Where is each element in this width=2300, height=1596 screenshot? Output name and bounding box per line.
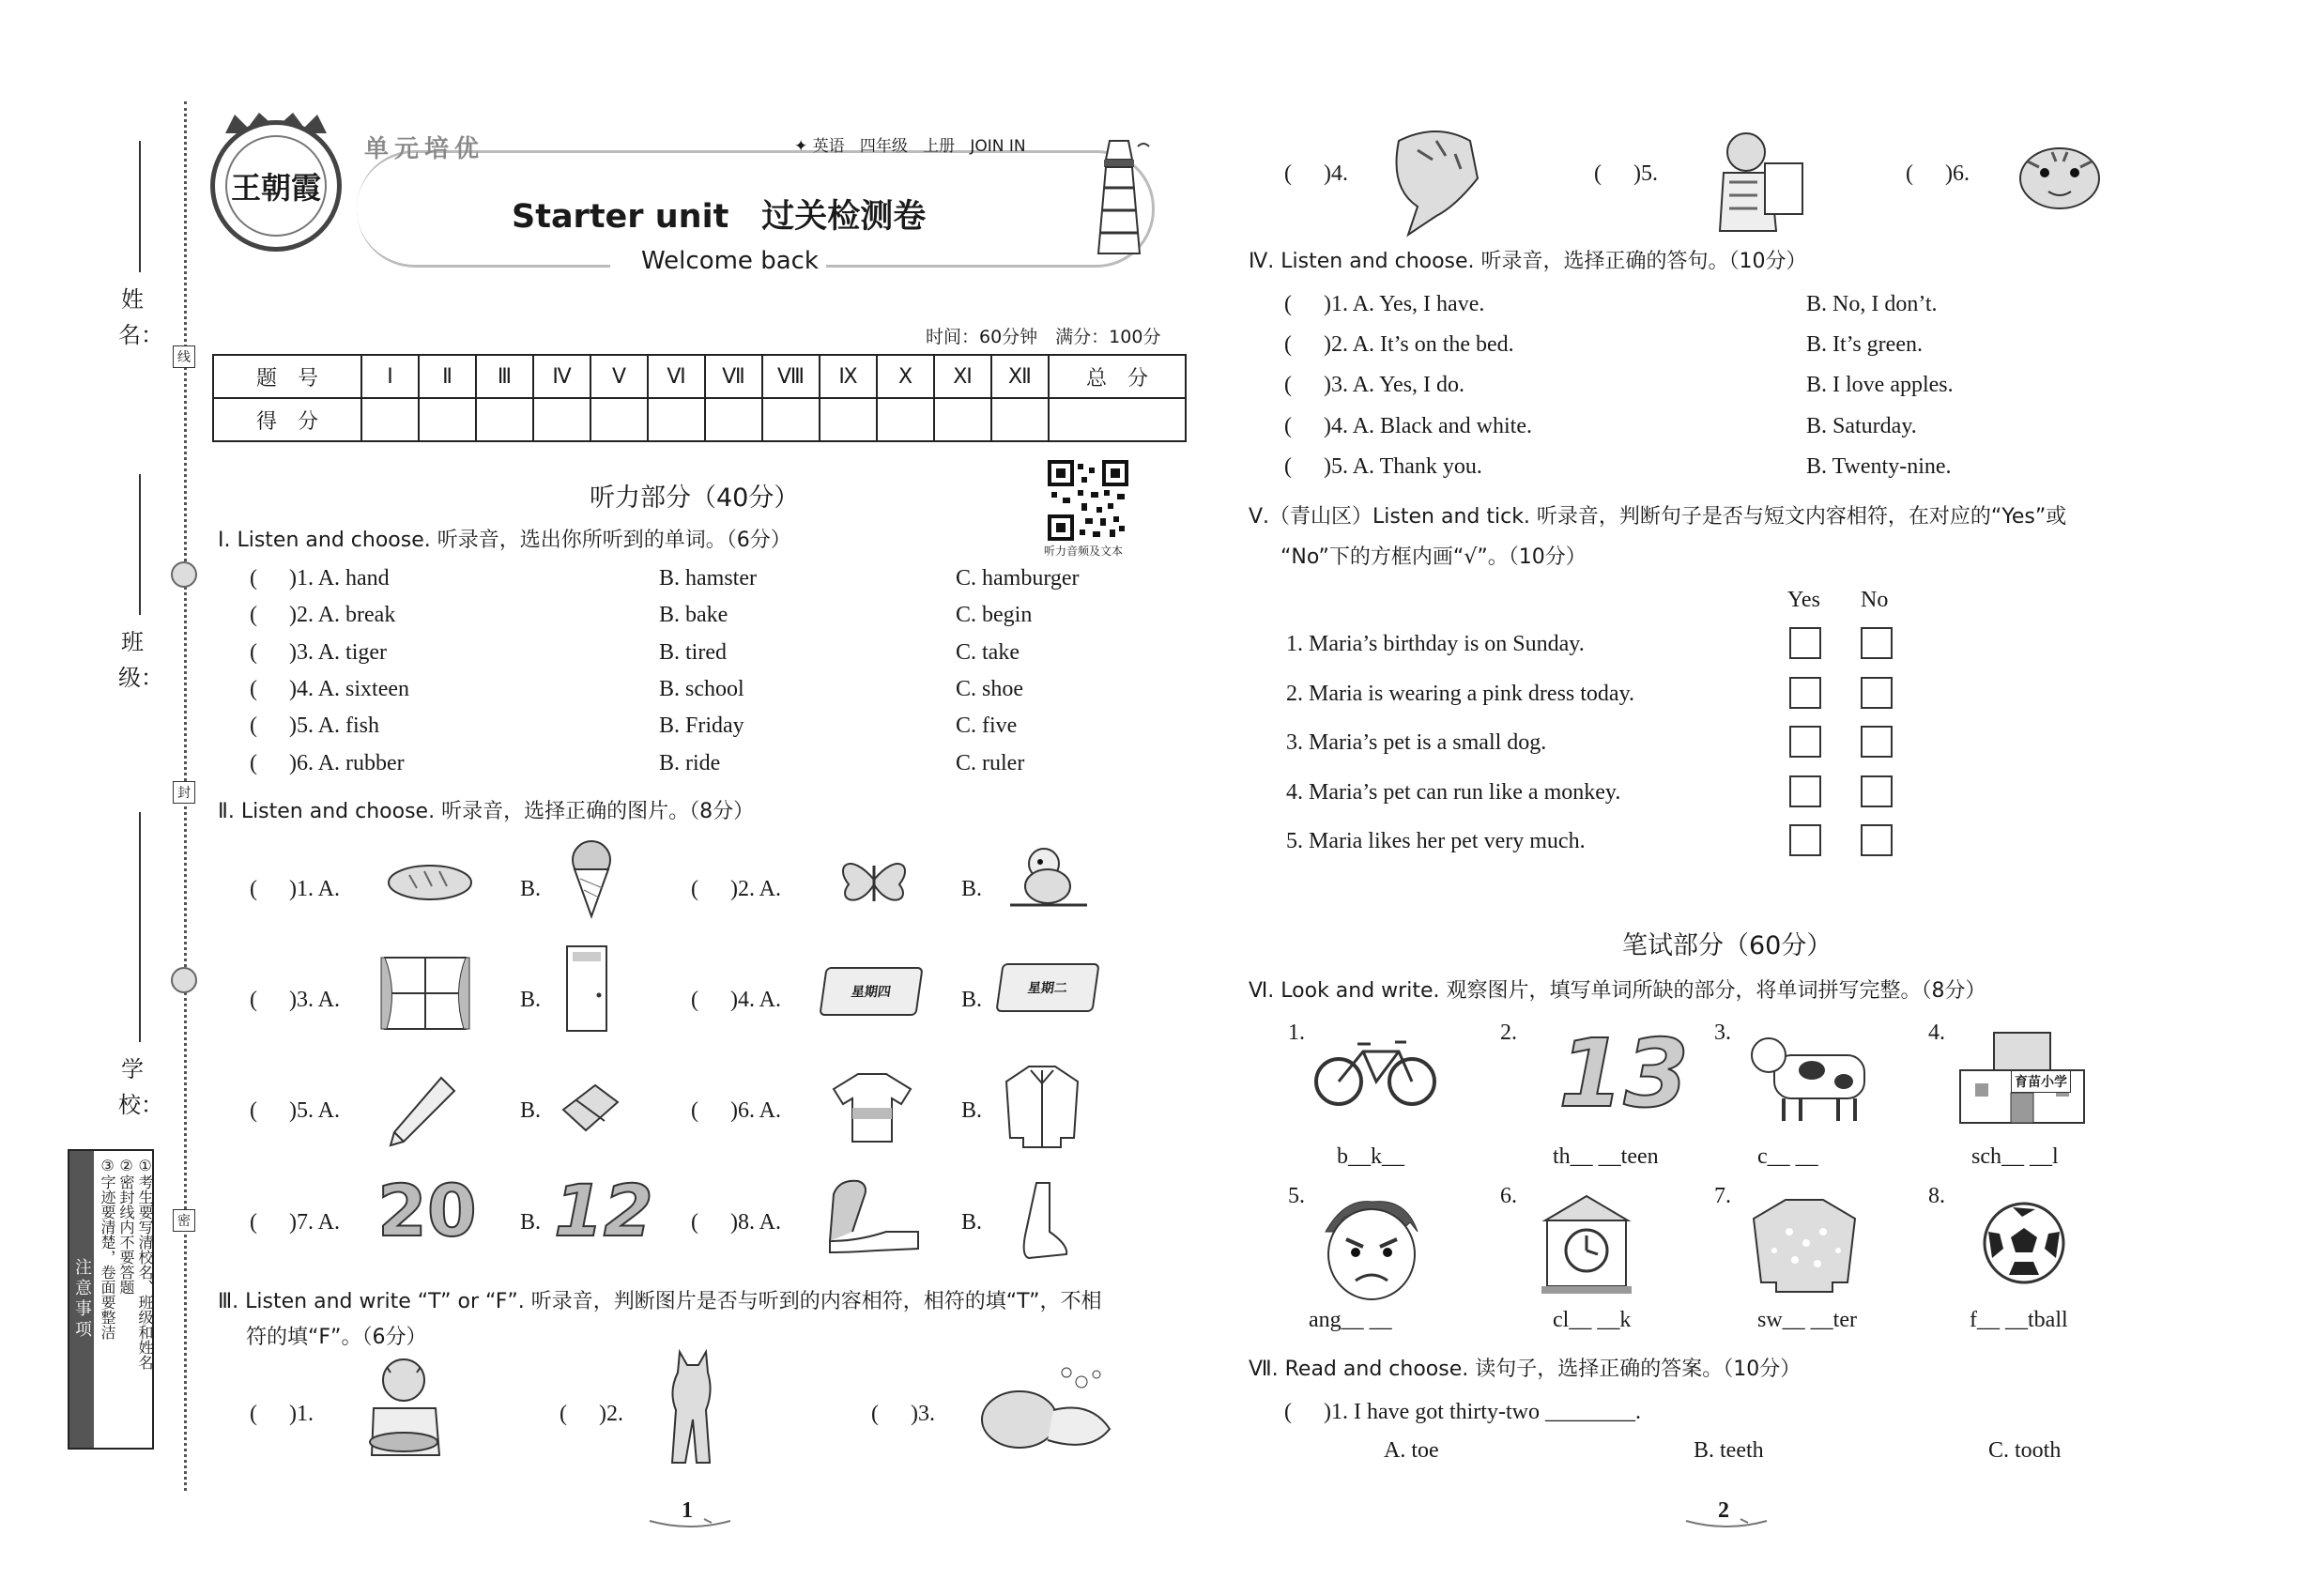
q5-yes-checkbox[interactable] (1789, 824, 1821, 856)
score-col-header: Ⅲ (476, 355, 533, 398)
qr-caption: 听力音频及文本 (1044, 545, 1124, 558)
q1-item-6: ( )6. A. rubber (250, 751, 405, 775)
q5-statement-5: 5. Maria likes her pet very much. (1286, 829, 1586, 853)
page-ornament-left (648, 1517, 732, 1530)
paper-subtitle: Welcome back (641, 247, 819, 275)
q1-option-b: B. bake (659, 603, 728, 627)
angry-face-icon (1316, 1194, 1427, 1305)
sweater-icon (1748, 1194, 1861, 1297)
writing-title: 笔试部分（60分） (1622, 931, 1832, 960)
time-score: 时间：60分钟 满分：100分 (926, 327, 1161, 347)
number-twenty-icon: 20 (377, 1169, 477, 1252)
score-col-header: Ⅷ (762, 355, 820, 398)
q1-option-c: C. begin (956, 603, 1033, 627)
note-item: ①考生要写清校名、班级和姓名 (136, 1157, 154, 1370)
q5-heading-line2: “No”下的方框内画“√”。（10分） (1280, 545, 1587, 569)
q4-option-b: B. Twenty-nine. (1806, 454, 1952, 479)
q3-item-6: ( )6. (1906, 161, 1970, 186)
q2-option-b: B. (961, 1210, 983, 1235)
q6-word: f__ __tball (1970, 1308, 2068, 1332)
meta-textbook: JOIN IN (970, 137, 1026, 156)
q7-option-c: C. tooth (1988, 1438, 2062, 1463)
q3-heading-line2: 符的填“F”。（6分） (246, 1326, 427, 1349)
q4-option-b: B. No, I don’t. (1806, 292, 1938, 316)
score-cell[interactable] (820, 398, 877, 441)
notes-box (68, 1149, 154, 1450)
score-col-header: Ⅸ (820, 355, 877, 398)
q5-no-checkbox[interactable] (1861, 677, 1893, 709)
q6-word: sch__ __l (1971, 1144, 2059, 1169)
score-col-header: Ⅶ (705, 355, 762, 398)
q5-no-checkbox[interactable] (1861, 824, 1893, 856)
listening-title: 听力部分（40分） (590, 483, 800, 513)
q6-item-number: 3. (1714, 1021, 1731, 1045)
q4-option-b: B. Saturday. (1806, 414, 1917, 438)
q6-word: th__ __teen (1553, 1144, 1659, 1169)
q6-item-number: 5. (1288, 1184, 1305, 1208)
notes-list (98, 1157, 154, 1370)
class-blank (139, 474, 141, 615)
q5-statement-2: 2. Maria is wearing a pink dress today. (1286, 682, 1635, 706)
q1-option-b: B. school (659, 677, 744, 701)
score-cell[interactable] (648, 398, 705, 441)
q5-yes-checkbox[interactable] (1789, 726, 1821, 758)
butterfly-icon (832, 847, 916, 913)
q1-item-2: ( )2. A. break (250, 603, 396, 627)
q5-yes-checkbox[interactable] (1789, 775, 1821, 807)
tiger-reading-icon (1705, 126, 1814, 242)
meta-grade: 四年级 (859, 137, 908, 156)
q6-item-number: 7. (1714, 1184, 1731, 1208)
number-twelve-icon: 12 (554, 1169, 653, 1252)
q1-item-5: ( )5. A. fish (250, 714, 380, 738)
meta-subject: 英语 (812, 137, 845, 156)
q3-item-1: ( )1. (250, 1402, 314, 1426)
q7-option-a: A. toe (1384, 1438, 1439, 1463)
class-label: 班级： (118, 629, 163, 692)
q2-heading: Ⅱ. Listen and choose. 听录音，选择正确的图片。（8分） (218, 800, 755, 823)
score-cell[interactable] (590, 398, 648, 441)
header-meta (794, 132, 1026, 156)
score-cell[interactable] (705, 398, 762, 441)
tiger-face-icon (2015, 139, 2105, 214)
q6-word: sw__ __ter (1757, 1308, 1857, 1332)
q2-item-6: ( )6. A. (691, 1098, 782, 1123)
q1-item-1: ( )1. A. hand (250, 566, 390, 591)
school-label: 学校： (118, 1056, 163, 1119)
qr-code-icon[interactable] (1048, 460, 1128, 541)
score-table (212, 354, 1187, 442)
q4-item-3: ( )3. A. Yes, I do. (1284, 373, 1465, 397)
score-table-row-numbers (213, 355, 1186, 398)
notes-title: 注意事项 (69, 1151, 94, 1448)
q5-statement-1: 1. Maria’s birthday is on Sunday. (1286, 632, 1585, 656)
lighthouse-icon (1081, 131, 1157, 263)
tiger-eating-icon (345, 1352, 468, 1465)
window-icon (379, 954, 471, 1033)
q4-heading: Ⅳ. Listen and choose. 听录音，选择正确的答句。（10分） (1249, 250, 1807, 273)
q5-statement-3: 3. Maria’s pet is a small dog. (1286, 730, 1547, 755)
score-col-header: Ⅻ (991, 355, 1049, 398)
name-label: 姓名： (118, 286, 163, 349)
q2-option-b: B. (961, 1098, 983, 1123)
q5-yes-checkbox[interactable] (1789, 627, 1821, 659)
eraser-icon (558, 1080, 623, 1136)
q1-item-4: ( )4. A. sixteen (250, 677, 409, 701)
score-total-cell[interactable] (1049, 398, 1186, 441)
score-col-header: Ⅹ (877, 355, 934, 398)
calendar-icon-thursday: 星期四 (819, 967, 923, 1016)
binding-hole-bottom (171, 967, 197, 993)
note-item: ③字迹要清楚，卷面要整洁 (99, 1157, 116, 1340)
q7-option-b: B. teeth (1694, 1438, 1764, 1463)
q2-item-7: ( )7. A. (250, 1210, 341, 1235)
paper-title: Starter unit 过关检测卷 (512, 198, 927, 236)
q6-word: b__k__ (1337, 1144, 1404, 1169)
q1-option-b: B. hamster (659, 566, 757, 591)
tiger-swimming-icon (969, 1363, 1119, 1466)
shirt-icon (1003, 1063, 1081, 1151)
q2-item-4: ( )4. A. (691, 988, 782, 1012)
q5-yes-header: Yes (1787, 588, 1820, 612)
bird-icon (1006, 843, 1091, 914)
score-cell[interactable] (934, 398, 991, 441)
section-tag: 单元培优 (364, 135, 485, 163)
q5-statement-4: 4. Maria’s pet can run like a monkey. (1286, 780, 1621, 805)
q2-option-b: B. (520, 988, 542, 1012)
cow-icon (1746, 1023, 1878, 1127)
q3-item-3: ( )3. (871, 1402, 935, 1426)
cut-mark-seal: 封 (173, 781, 195, 804)
meta-term: 上册 (923, 137, 956, 156)
q1-option-b: B. tired (659, 640, 727, 665)
football-icon (1981, 1200, 2067, 1286)
t-shirt-icon (830, 1070, 914, 1145)
score-table-row-scores (213, 398, 1186, 441)
score-cell[interactable] (762, 398, 820, 441)
q1-option-b: B. ride (659, 751, 721, 775)
score-col-header: Ⅳ (533, 355, 590, 398)
pencil-icon (385, 1072, 460, 1147)
publisher-logo (210, 120, 342, 252)
page-ornament-right (1684, 1517, 1769, 1530)
q2-item-1: ( )1. A. (250, 877, 341, 901)
q4-item-2: ( )2. A. It’s on the bed. (1284, 332, 1514, 357)
q1-heading: Ⅰ. Listen and choose. 听录音，选出你所听到的单词。（6分） (218, 529, 791, 552)
school-blank (139, 812, 141, 1042)
score-col-header: Ⅰ (361, 355, 419, 398)
score-total-header: 总 分 (1049, 355, 1186, 398)
q1-option-c: C. take (956, 640, 1020, 665)
q6-item-number: 8. (1928, 1184, 1945, 1208)
school-sign: 育苗小学 (2011, 1070, 2071, 1093)
score-cell[interactable] (877, 398, 934, 441)
q1-option-b: B. Friday (659, 714, 744, 738)
clock-tower-icon (1540, 1192, 1633, 1296)
q2-item-2: ( )2. A. (691, 877, 782, 901)
page-number-right: 2 (1718, 1498, 1729, 1523)
number-thirteen-icon: 13 (1558, 1019, 1690, 1128)
score-row-label: 得 分 (213, 398, 361, 441)
q1-option-c: C. hamburger (956, 566, 1080, 591)
q5-no-header: No (1861, 588, 1889, 612)
score-cell[interactable] (361, 398, 419, 441)
binding-hole-top (171, 561, 197, 588)
score-row-label: 题 号 (213, 355, 361, 398)
q5-no-checkbox[interactable] (1861, 627, 1893, 659)
q7-item-1: ( )1. I have got thirty-two ________. (1284, 1400, 1641, 1424)
q2-item-8: ( )8. A. (691, 1210, 782, 1235)
tiger-leaping-icon (1380, 122, 1493, 244)
bike-icon (1312, 1033, 1438, 1108)
q2-option-b: B. (520, 1210, 542, 1235)
q4-item-1: ( )1. A. Yes, I have. (1284, 292, 1485, 316)
note-item: ②密封线内不要答题 (117, 1157, 135, 1295)
score-col-header: Ⅱ (419, 355, 476, 398)
score-cell[interactable] (533, 398, 590, 441)
name-blank (139, 141, 141, 272)
q2-option-b: B. (520, 1098, 542, 1123)
q6-item-number: 4. (1928, 1021, 1945, 1045)
arm-icon (820, 1175, 924, 1256)
q4-item-5: ( )5. A. Thank you. (1284, 454, 1482, 479)
q3-heading-line1: Ⅲ. Listen and write “T” or “F”. 听录音，判断图片是否与听到的内容相符，相符的填“T”，不相 (218, 1290, 1102, 1313)
q2-option-b: B. (961, 877, 983, 901)
q2-item-5: ( )5. A. (250, 1098, 341, 1123)
score-col-header: Ⅺ (934, 355, 991, 398)
q6-item-number: 1. (1288, 1021, 1305, 1045)
score-cell[interactable] (476, 398, 533, 441)
q4-item-4: ( )4. A. Black and white. (1284, 414, 1532, 438)
q3-item-4: ( )4. (1284, 161, 1348, 186)
page-number-left: 1 (682, 1498, 693, 1523)
cut-mark-line: 线 (173, 345, 195, 368)
q2-option-b: B. (520, 877, 542, 901)
bread-icon (385, 858, 475, 905)
cut-mark-dense: 密 (173, 1209, 195, 1232)
score-cell[interactable] (419, 398, 476, 441)
q6-word: c__ __ (1757, 1144, 1818, 1169)
q1-option-c: C. shoe (956, 677, 1023, 701)
q7-heading: Ⅶ. Read and choose. 读句子，选择正确的答案。（10分） (1249, 1358, 1802, 1381)
q6-item-number: 2. (1500, 1021, 1517, 1045)
q6-heading: Ⅵ. Look and write. 观察图片，填写单词所缺的部分，将单词拼写完整。（8分） (1249, 979, 1986, 1003)
q3-item-5: ( )5. (1594, 161, 1658, 186)
q5-heading-line1: Ⅴ.（青山区）Listen and tick. 听录音，判断句子是否与短文内容相符，在对应的“Yes”或 (1249, 505, 2067, 529)
q5-no-checkbox[interactable] (1861, 775, 1893, 807)
cat-standing-icon (653, 1344, 728, 1472)
sparkle-icon: ✦ (794, 137, 813, 156)
calendar-icon-tuesday: 星期二 (995, 963, 1099, 1012)
q6-word: ang__ __ (1309, 1308, 1392, 1332)
q5-no-checkbox[interactable] (1861, 726, 1893, 758)
score-cell[interactable] (991, 398, 1049, 441)
score-col-header: Ⅴ (590, 355, 648, 398)
q2-item-3: ( )3. A. (250, 988, 341, 1012)
q1-option-c: C. five (956, 714, 1018, 738)
door-icon (565, 944, 608, 1033)
q6-word: cl__ __k (1553, 1308, 1632, 1332)
q6-item-number: 6. (1500, 1184, 1517, 1208)
q1-item-3: ( )3. A. tiger (250, 640, 387, 665)
logo-text: 王朝霞 (225, 135, 327, 237)
q3-item-2: ( )2. (560, 1402, 623, 1426)
q4-option-b: B. It’s green. (1806, 332, 1923, 357)
q5-yes-checkbox[interactable] (1789, 677, 1821, 709)
ice-cream-icon (558, 836, 625, 920)
foot-icon (1016, 1179, 1072, 1264)
q1-option-c: C. ruler (956, 751, 1025, 775)
q2-option-b: B. (961, 988, 983, 1012)
q4-option-b: B. I love apples. (1806, 373, 1954, 397)
score-col-header: Ⅵ (648, 355, 705, 398)
